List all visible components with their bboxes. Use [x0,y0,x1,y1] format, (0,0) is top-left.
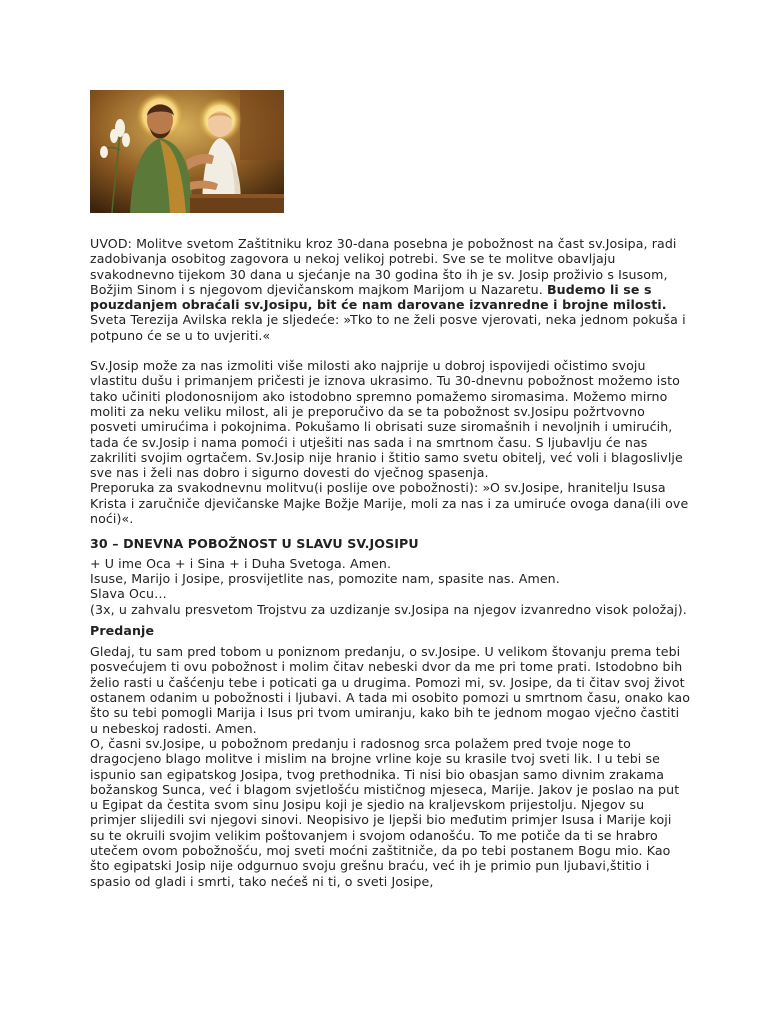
prayer-line: (3x, u zahvalu presvetom Trojstvu za uzdizanje sv.Josipa na njegov izvanredno visok položaj). [90,601,687,617]
prayer-line: + U ime Oca + i Sina + i Duha Svetoga. Amen. [90,555,392,571]
prayer-line: Isuse, Marijo i Josipe, prosvijetlite nas, pomozite nam, spasite nas. Amen. [90,570,560,586]
prayer-line: Slava Ocu… [90,586,167,602]
predanje-paragraph-1: Gledaj, tu sam pred tobom u poniznom predanju, o sv.Josipe. U velikom štovanju prema tebi posvećujem ti ovu pobožnost i molim čitav nebeski dvor da me pri tome prati. Istodobno bih želio rasti u čašćenju tebe i poticati ga u drugima. Pomozi mi, sv. Josipe, da ti čitav svoj život ostanem odanim u pobožnosti i ljubavi. A tada mi osobito pomozi u smrtnom času, onako kao što su tebi pomogli Marija i Isus pri tvom umiranju, kako bih te jednom mogao vječno častiti u nebeskoj radosti. Amen. [90,644,691,736]
document-body [90,236,690,889]
intro-bold-text: Budemo li se s pouzdanjem obraćali sv.Josipu, bit će nam darovane izvanredne i brojne milosti. [90,281,667,313]
subheading-predanje: Predanje [90,622,155,638]
paragraph-preporuka: Preporuka za svakodnevnu molitvu(i poslije ove pobožnosti): »O sv.Josipe, hranitelju Isusa Krista i zaručniče djevičanske Majke Božje Marije, moli za nas i za umiruće ovoga dana(ili ove noći)«. [90,480,689,527]
section-title: 30 – DNEVNA POBOŽNOST U SLAVU SV.JOSIPU [90,536,419,552]
intro-text-start: UVOD: Molitve svetom Zaštitniku kroz 30-dana posebna je pobožnost na čast sv.Josipa, radi zadobivanja osobitog zagovora u nekoj velikoj potrebi. Sve se te molitve obavljaju svakodnevno tijekom 30 dana u sjećanje na 30 godina što ih je sv. Josip proživio s Isusom, Božjim Sinom i s njegovom djevičanskom majkom Marijom u Nazaretu. [90,236,677,297]
predanje-paragraph-2: O, časni sv.Josipe, u pobožnom predanju i radosnog srca polažem pred tvoje noge to dragocjeno blago molitve i mislim na brojne vrline koje su krasile tvoj sveti lik. I u tebi se ispunio san egipatskog Josipa, tvog prethodnika. Ti nisi bio obasjan samo divnim zrakama božanskog Sunca, već i blagom svjetlošću mističnog mjeseca, Marije. Jakov je poslao na put u Egipat da čestita svom sinu Josipu koji je sjedio na kraljevskom prijestolju. Njegov su primjer slijedili svi njegovi sinovi. Neopisivo je ljepši bio međutim primjer Isusa i Marije koji su te okruili svojim velikim poštovanjem i svojom odanošću. To me potiče da ti se hrabro utečem ovom pobožnošću, moj sveti moćni zaštitniče, da po tebi postanem Bogu mio. Kao što egipatski Josip nije odgurnuo svoju grešnu braću, već ih je primio pun ljubavi,štitio i spasio od gladi i smrti, tako nećeš ni ti, o sveti Josipe, [90,735,680,889]
intro-text-end: Sveta Terezija Avilska rekla je sljedeće: »Tko to ne želi posve vjerovati, neka jednom pokuša i potpuno će se u to uvjeriti.« [90,312,686,343]
saint-joseph-painting [90,90,284,213]
paragraph-sv-josip: Sv.Josip može za nas izmoliti više milosti ako najprije u dobroj ispovijedi očistimo svoju vlastitu dušu i primanjem pričesti je iznova ukrasimo. Tu 30-dnevnu pobožnost možemo isto tako učiniti plodonosnijom ako istodobno spremno pomažemo siromasima. Možemo mirno moliti za neku veliku milost, ali je preporučivo da se ta pobožnost sv.Josipu požrtvovno posveti umirućima i pokojnima. Pokušamo li obrisati suze siromašnih i nevoljnih i umirućih, tada će sv.Josip i nama pomoći i utješiti nas sada i na smrtnom času. S ljubavlju će nas zakriliti svojim ogrtačem. Sv.Josip nije hranio i štitio samo svetu obitelj, već voli i blagoslivlje sve nas i želi nas dobro i sigurno dovesti do vječnog spasenja. [90,358,683,481]
paragraph-gap [90,343,690,358]
intro-paragraph [90,236,690,343]
